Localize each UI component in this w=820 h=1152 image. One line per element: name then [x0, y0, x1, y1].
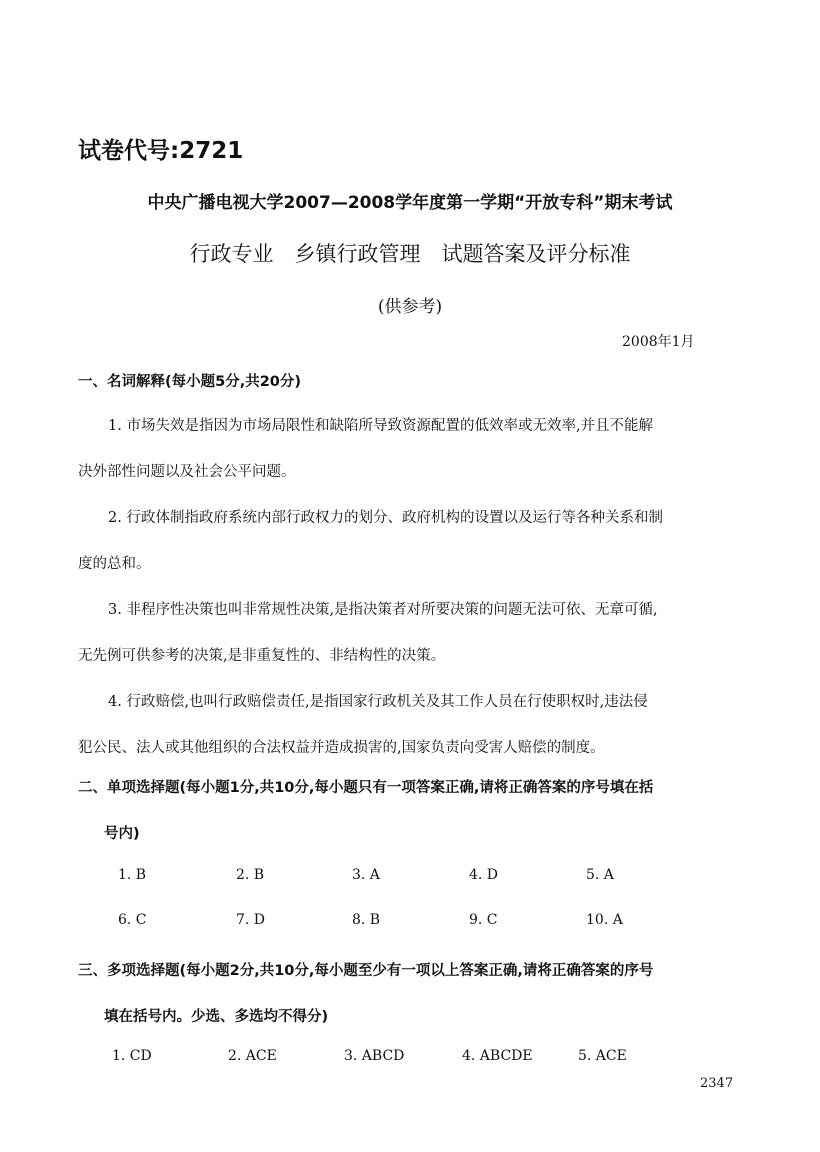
single-choice-answer: 9. C: [469, 912, 498, 928]
section3-heading: 三、多项选择题(每小题2分,共10分,每小题至少有一项以上答案正确,请将正确答案的序号: [78, 963, 654, 979]
single-choice-answer: 4. D: [469, 867, 499, 883]
multi-choice-answer: 1. CD: [112, 1048, 152, 1064]
multi-choice-answer: 2. ACE: [228, 1048, 277, 1064]
multi-choice-answer: 5. ACE: [578, 1048, 627, 1064]
definition-item: [78, 679, 744, 771]
definition-line: 犯公民、法人或其他组织的合法权益并造成损害的,国家负责向受害人赔偿的制度。: [78, 740, 605, 756]
single-choice-answer: 8. B: [352, 912, 381, 928]
multi-choice-answer: 4. ABCDE: [462, 1048, 533, 1064]
definition-line: 2. 行政体制指政府系统内部行政权力的划分、政府机构的设置以及运行等各种关系和制: [108, 510, 663, 526]
definition-item: [78, 587, 744, 679]
section3-heading-cont: 填在括号内。少选、多选均不得分): [104, 1009, 329, 1025]
single-choice-answer: 2. B: [236, 867, 265, 883]
single-choice-answer: 7. D: [236, 912, 266, 928]
single-choice-answer: 3. A: [352, 867, 380, 883]
definition-line: 度的总和。: [78, 556, 151, 572]
single-choice-answer: 10. A: [586, 912, 623, 928]
page-number: 2347: [700, 1076, 734, 1091]
exam-date: 2008年1月: [622, 334, 695, 350]
definition-line: 4. 行政赔偿,也叫行政赔偿责任,是指国家行政机关及其工作人员在行使职权时,违法侵: [108, 694, 648, 710]
single-choice-answer: 6. C: [118, 912, 147, 928]
single-choice-answer: 5. A: [586, 867, 614, 883]
definition-item: [78, 403, 744, 495]
section2-heading: 二、单项选择题(每小题1分,共10分,每小题只有一项答案正确,请将正确答案的序号填在括: [78, 780, 654, 796]
subject-title: 行政专业 乡镇行政管理 试题答案及评分标准: [189, 242, 631, 266]
definition-line: 1. 市场失效是指因为市场局限性和缺陷所导致资源配置的低效率或无效率,并且不能解: [108, 418, 654, 434]
section2-heading-cont: 号内): [104, 826, 140, 842]
reference-note: (供参考): [377, 297, 443, 317]
definition-line: 3. 非程序性决策也叫非常规性决策,是指决策者对所要决策的问题无法可依、无章可循,: [108, 602, 658, 618]
single-choice-answer: 1. B: [118, 867, 147, 883]
definition-line: 决外部性问题以及社会公平问题。: [78, 464, 296, 480]
definition-line: 无先例可供参考的决策,是非重复性的、非结构性的决策。: [78, 648, 446, 664]
definition-item: [78, 495, 744, 587]
section1-heading: 一、名词解释(每小题5分,共20分): [78, 374, 302, 390]
paper-code: 试卷代号:2721: [78, 138, 244, 164]
multi-choice-answer: 3. ABCD: [344, 1048, 405, 1064]
exam-title: 中央广播电视大学2007—2008学年度第一学期“开放专科”期末考试: [147, 193, 673, 213]
